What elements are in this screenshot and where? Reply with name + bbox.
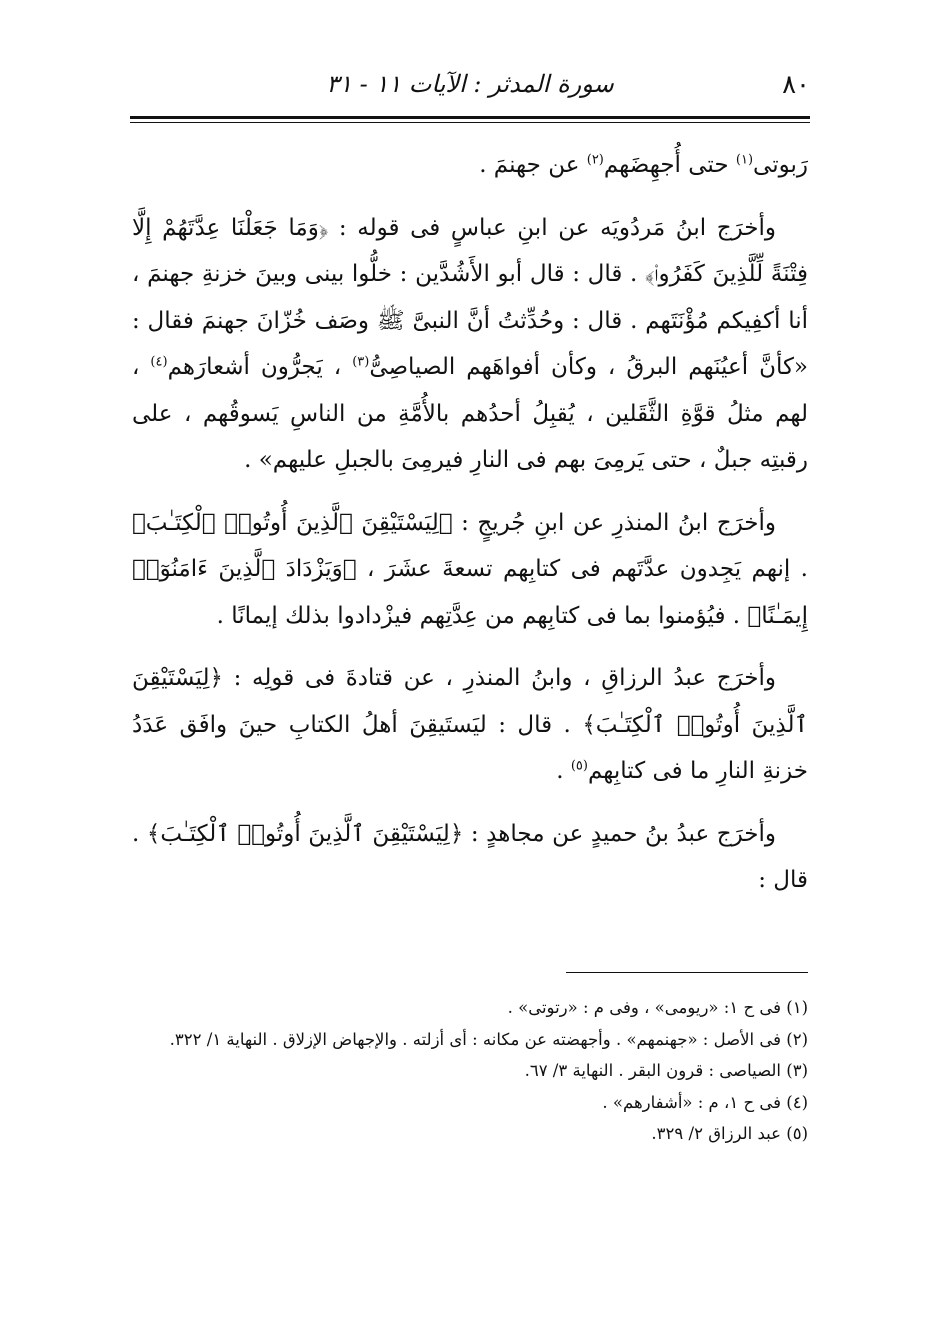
running-header xyxy=(130,64,810,104)
main-text xyxy=(132,142,808,920)
footnotes xyxy=(132,992,808,1150)
text-span: حتى أُجهِضَهم xyxy=(603,152,736,178)
footnote-separator xyxy=(566,972,808,973)
footnote-2: (٢) فى الأصل : «جهنمهم» . وأجهضته عن مكانه : أى أزلته . والإجهاض الإزلاق . النهاية ١/ ٣٢٢. xyxy=(169,1029,808,1049)
page-number: ٨٠ xyxy=(782,70,810,100)
text-span: . xyxy=(556,758,571,784)
footnote-ref-4: (٤) xyxy=(150,354,168,370)
header-title: سورة المدثر : الآيات ١١ - ٣١ xyxy=(326,70,614,98)
text-span: ، لهم مثلُ قوَّةِ الثَّقَلين ، يُقبِلُ أحدُهم بالأُمَّةِ من الناسِ يَسوقُهم ، على رقبتِه جبلٌ ، حتى يَرمِىَ بهم فى النارِ فيرمِىَ بالجبلِ عليهم» . xyxy=(132,354,808,473)
paragraph-3: وأخرَج ابنُ المنذرِ عن ابنِ جُريجٍ : ﴿لِيَسْتَيْقِنَ ٱلَّذِينَ أُوتُوا۟ ٱلْكِتَـٰبَ﴾ . إنهم يَجِدون عدَّتَهم فى كتابِهم تسعةَ عشَرَ ، ﴿وَيَزْدَادَ ٱلَّذِينَ ءَامَنُوٓا۟ إِيمَـٰنًا﴾ . فيُؤمنوا بما فى كتابِهم من عِدَّتِهم فيزْدادوا بذلك إيمانًا . xyxy=(132,509,808,629)
header-rule-thin xyxy=(130,122,810,123)
footnote-ref-3: (٣) xyxy=(352,354,370,370)
text-span: رَبوتى xyxy=(753,152,808,178)
footnote-5: (٥) عبد الرزاق ٢/ ٣٢٩. xyxy=(651,1124,808,1143)
paragraph-5: وأخرَج عبدُ بنُ حميدٍ عن مجاهدٍ : ﴿لِيَسْتَيْقِنَ ٱلَّذِينَ أُوتُوا۟ ٱلْكِتَـٰبَ﴾ . قال : xyxy=(132,820,808,893)
paragraph-4 xyxy=(132,655,808,795)
footnote-ref-5: (٥) xyxy=(570,758,588,774)
text-span: قال : وحُدِّثتُ أنَّ النبىَّ ﷺ وصَف خُزّانَ جهنمَ فقال : «كأنَّ أعيُنَهم البرقُ ، وكأن أفواهَهم الصياصِىُّ xyxy=(132,307,808,380)
text-span: وأخرَج عبدُ الرزاقِ ، وابنُ المنذرِ ، عن قتادةَ فى قولِه : ﴿لِيَسْتَيْقِنَ ٱلَّذِينَ أُوتُوا۟ ٱلْكِتَـٰبَ﴾ . قال : ليَستَيقِنَ أهلُ الكتابِ حينَ وافَق عَدَدُ خزنةِ النارِ ما فى كتابِهم xyxy=(132,665,808,784)
header-rule xyxy=(130,116,810,119)
footnote-4: (٤) فى ح ١، م : «أشفارهم» . xyxy=(602,1092,808,1112)
footnote-3: (٣) الصياصى : قرون البقر . النهاية ٣/ ٦٧. xyxy=(524,1061,808,1080)
paragraph-1 xyxy=(132,142,808,189)
footnote-ref-2: (٢) xyxy=(586,152,604,168)
footnote-ref-1: (١) xyxy=(735,152,754,168)
text-span: عن جهنمَ . xyxy=(479,152,587,178)
paragraph-2 xyxy=(132,205,808,484)
footnote-1: (١) فى ح ١: «ريومى» ، وفى م : «رتوتى» . xyxy=(507,998,808,1017)
text-span: ، يَجرُّون أشعارَهم xyxy=(167,354,353,380)
text-span: وأخرَج ابنُ مَردُويَه عن ابنِ عباسٍ فى قوله : ﴿وَمَا جَعَلْنَا عِدَّتَهُمْ إِلَّا فِتْنَةً لِّلَّذِينَ كَفَرُوا۟﴾ . قال : قال أبو الأَشُدَّين : خلُّوا بينى وبينَ خزنةِ جهنمَ ، أنا أكفِيكم مُؤْنَتَهم . xyxy=(132,214,808,334)
